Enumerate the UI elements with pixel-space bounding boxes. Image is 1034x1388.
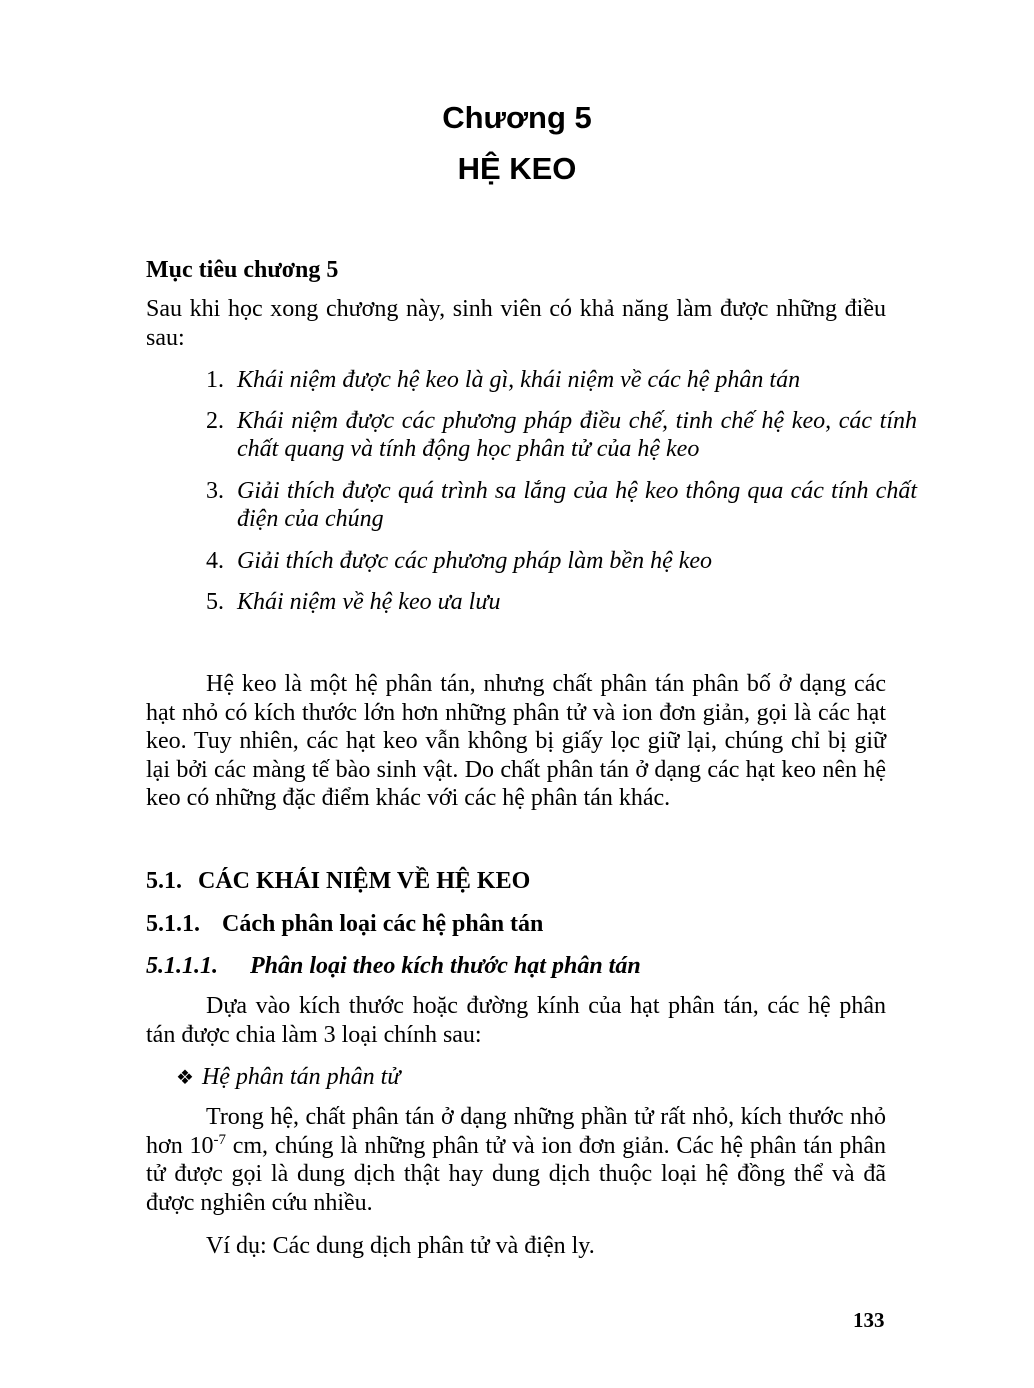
page-number: 133 [853,1308,885,1332]
section-number: 5.1. [146,868,182,894]
section-5-1-1-1-heading [146,952,641,980]
objective-text: Khái niệm về hệ keo ưa lưu [237,589,501,615]
objective-item [206,366,917,394]
objectives-intro: Sau khi học xong chương này, sinh viên có khả năng làm được những điều sau: [146,296,886,351]
objective-text: Khái niệm được các phương pháp điều chế, tinh chế hệ keo, các tính chất quang và tính động học phân tử của hệ keo [237,408,917,463]
molecular-paragraph [146,1103,886,1217]
objective-number: 4. [206,548,224,574]
section-5-1-1-heading [146,910,543,938]
section-title: Cách phân loại các hệ phân tán [222,911,544,937]
objective-item [206,407,917,464]
objective-number: 5. [206,589,224,615]
intro-paragraph: Hệ keo là một hệ phân tán, nhưng chất phân tán phân bố ở dạng các hạt nhỏ có kích thước lớn hơn những phân tử và ion đơn giản, gọi là các hạt keo. Tuy nhiên, các hạt keo vẫn không bị giấy lọc giữ lại, chúng chỉ bị giữ lại bởi các màng tế bào sinh vật. Do chất phân tán ở dạng các hạt keo nên hệ keo có những đặc điểm khác với các hệ phân tán khác. [146,671,886,812]
objective-item [206,588,917,616]
chapter-title: HỆ KEO [457,151,577,186]
objectives-heading: Mục tiêu chương 5 [146,257,339,283]
objective-item [206,547,917,575]
example-line: Ví dụ: Các dung dịch phân tử và điện ly. [206,1233,595,1259]
diamond-bullet-icon: ❖ [176,1065,194,1089]
section-number: 5.1.1.1. [146,953,218,979]
section-5-1-heading [146,867,530,895]
objective-text: Giải thích được các phương pháp làm bền hệ keo [237,548,713,574]
objective-number: 1. [206,367,224,393]
section-title: Phân loại theo kích thước hạt phân tán [250,953,641,979]
bullet-text: Hệ phân tán phân tử [201,1064,401,1090]
exponent: -7 [213,1131,226,1148]
objective-text: Khái niệm được hệ keo là gì, khái niệm về các hệ phân tán [237,367,801,393]
section-number: 5.1.1. [146,911,200,937]
classification-paragraph: Dựa vào kích thước hoặc đường kính của hạt phân tán, các hệ phân tán được chia làm 3 loại chính sau: [146,993,886,1048]
section-title: CÁC KHÁI NIỆM VỀ HỆ KEO [198,868,531,894]
objective-text: Giải thích được quá trình sa lắng của hệ keo thông qua các tính chất điện của chúng [237,478,917,533]
objective-number: 2. [206,408,224,434]
objective-number: 3. [206,478,224,504]
objective-item [206,477,917,534]
chapter-label: Chương 5 [442,100,592,135]
molecular-paragraph-part2: cm, chúng là những phân tử và ion đơn giản. Các hệ phân tán phân tử được gọi là dung dịch thật hay dung dịch thuộc loại hệ đồng thể và đã được nghiên cứu nhiều. [146,1132,886,1216]
molecular-paragraph-part1: Trong hệ, chất phân tán ở dạng những phần tử rất nhỏ, kích thước nhỏ hơn 10 [146,1104,886,1159]
molecular-dispersion-bullet [176,1063,400,1091]
